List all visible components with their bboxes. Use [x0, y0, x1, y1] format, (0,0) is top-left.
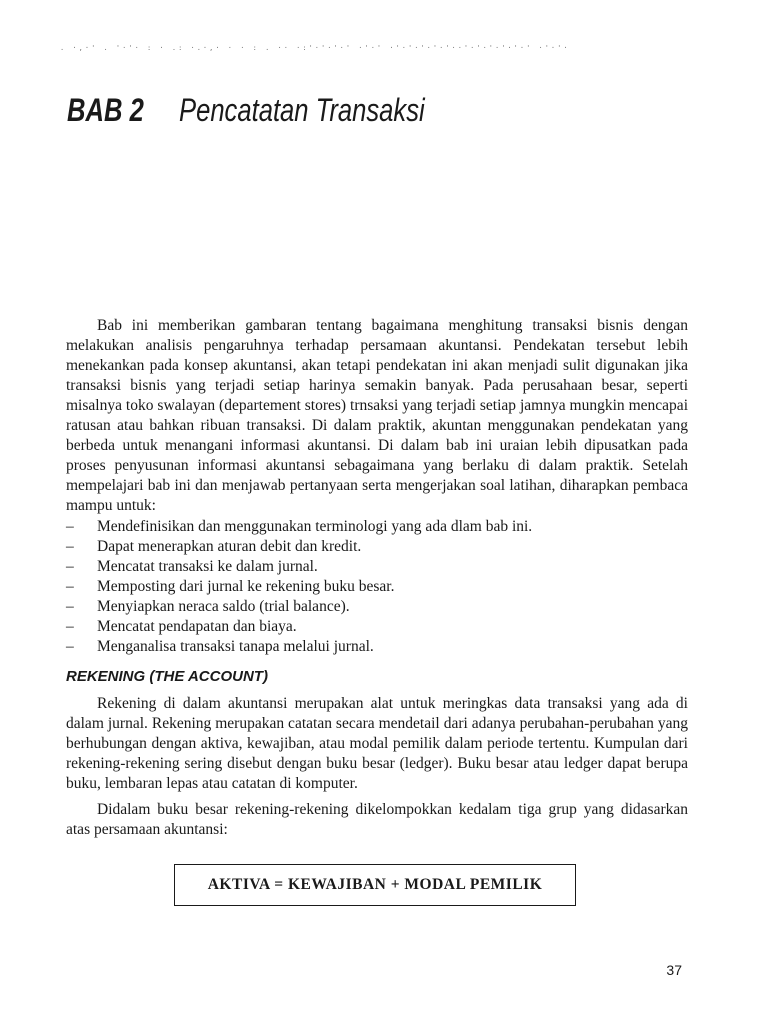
objective-text: Menyiapkan neraca saldo (trial balance). — [97, 598, 350, 615]
list-item — [66, 597, 688, 617]
chapter-heading — [67, 90, 425, 130]
list-item — [66, 537, 688, 557]
list-item — [66, 577, 688, 597]
dash-bullet: – — [66, 598, 74, 615]
dash-bullet: – — [66, 578, 74, 595]
dash-bullet: – — [66, 518, 74, 535]
dash-bullet: – — [66, 558, 74, 575]
chapter-label: BAB 2 — [67, 92, 144, 128]
scan-header-artifacts: . ·,·' . '·'· : · .: ·.·,· · · : . ·· ·:'·'·'·' ·'·' ·'·'·'·'·'··'·'·'·'·'·' ·'·'· — [60, 44, 570, 52]
dash-bullet: – — [66, 618, 74, 635]
chapter-title: Pencatatan Transaksi — [179, 92, 425, 128]
dash-bullet: – — [66, 638, 74, 655]
objective-text: Mencatat pendapatan dan biaya. — [97, 618, 297, 635]
accounting-equation: AKTIVA = KEWAJIBAN + MODAL PEMILIK — [207, 876, 543, 893]
list-item — [66, 517, 688, 537]
objective-text: Memposting dari jurnal ke rekening buku besar. — [97, 578, 395, 595]
page-number: 37 — [666, 962, 682, 978]
intro-paragraph: Bab ini memberikan gambaran tentang bagaimana menghitung transaksi bisnis dengan melakukan analisis pengaruhnya terhadap persamaan akuntansi. Pendekatan tersebut lebih menekankan pada konsep akuntansi, akan tetapi pendekatan ini akan menjadi sulit digunakan jika transaksi bisnis yang terjadi setiap harinya semakin banyak. Pada perusahaan besar, seperti misalnya toko swalayan (departement stores) trnsaksi yang terjadi setiap jamnya mungkin mencapai ratusan atau bahkan ribuan transaksi. Di dalam praktik, akuntan menggunakan pendekatan yang berbeda untuk menangani informasi akuntansi. Di dalam bab ini uraian lebih dipusatkan pada proses penyusunan informasi akuntansi sebagaimana yang berlaku di dalam praktik. Setelah mempelajari bab ini dan menjawab pertanyaan serta mengerjakan soal latihan, diharapkan pembaca mampu untuk: — [66, 317, 688, 514]
list-item — [66, 637, 688, 657]
rekening-paragraph: Rekening di dalam akuntansi merupakan alat untuk meringkas data transaksi yang ada di dalam jurnal. Rekening merupakan catatan secara mendetail dari adanya perubahan-perubahan yang berhubungan dengan aktiva, kewajiban, atau modal pemilik dalam periode tertentu. Kumpulan dari rekening-rekening sering disebut dengan buku besar (ledger). Buku besar atau ledger dapat berupa buku, lembaran lepas atau catatan di komputer. — [66, 695, 688, 792]
dash-bullet: – — [66, 538, 74, 555]
objective-text: Menganalisa transaksi tanapa melalui jurnal. — [97, 638, 374, 655]
list-item — [66, 617, 688, 637]
accounting-equation-box — [174, 864, 576, 906]
objective-text: Dapat menerapkan aturan debit dan kredit. — [97, 538, 362, 555]
objective-text: Mendefinisikan dan menggunakan terminologi yang ada dlam bab ini. — [97, 518, 533, 535]
section-heading: REKENING (THE ACCOUNT) — [66, 668, 268, 685]
list-item — [66, 557, 688, 577]
objective-text: Mencatat transaksi ke dalam jurnal. — [97, 558, 318, 575]
learning-objectives-list — [66, 517, 688, 657]
ledger-grouping-paragraph: Didalam buku besar rekening-rekening dikelompokkan kedalam tiga grup yang didasarkan atas persamaan akuntansi: — [66, 801, 688, 838]
